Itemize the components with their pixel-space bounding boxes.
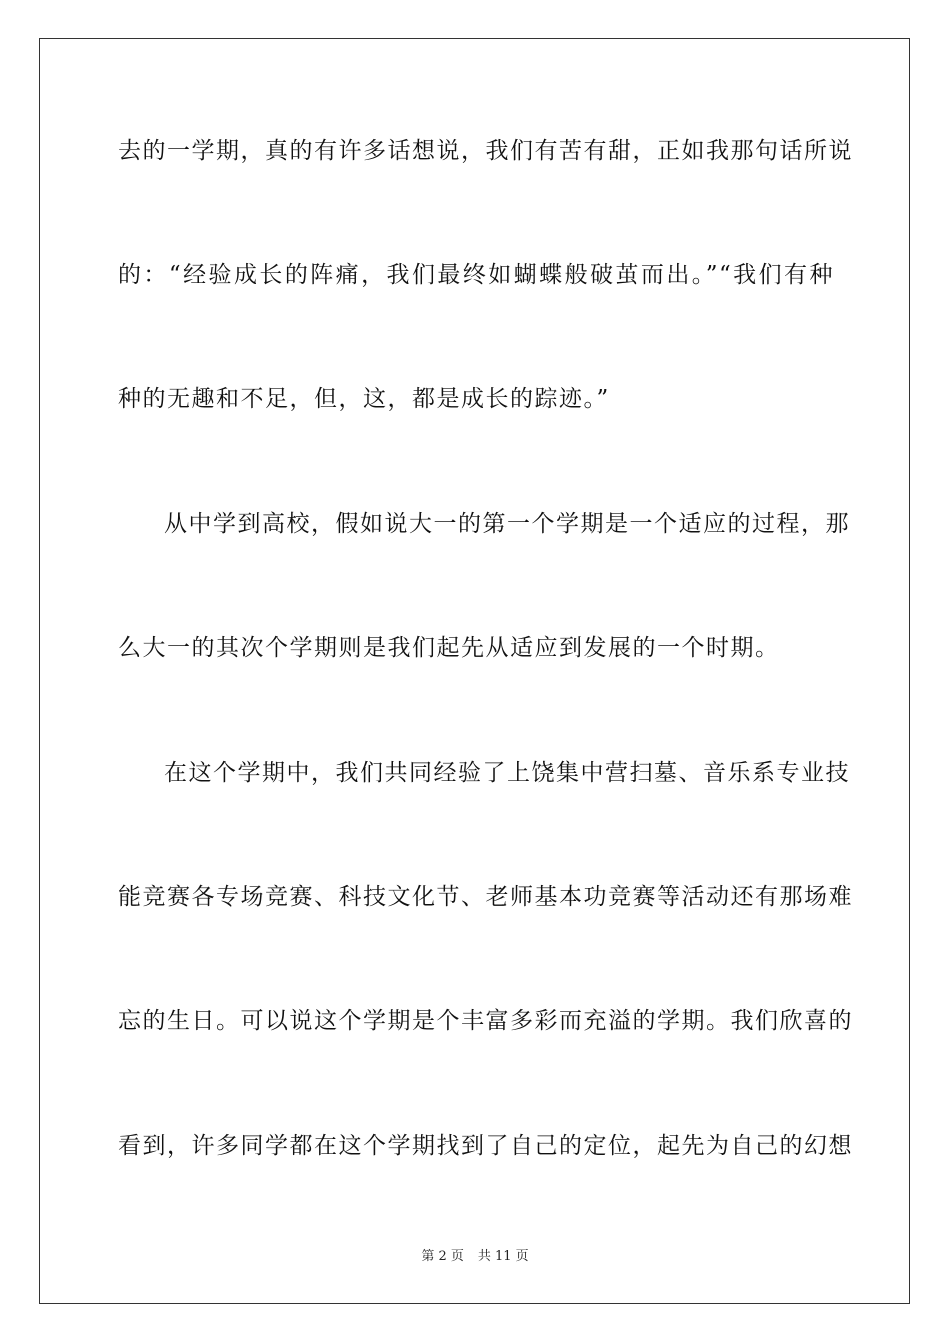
body-line-7: 能竞赛各专场竞赛、科技文化节、老师基本功竞赛等活动还有那场难 [118, 884, 853, 910]
body-line-3: 种的无趣和不足，但，这，都是成长的踪迹。” [118, 386, 610, 412]
body-line-2: 的：“经验成长的阵痛，我们最终如蝴蝶般破茧而出。”“我们有种 [118, 262, 834, 288]
total-pages: 共 11 页 [477, 1249, 529, 1264]
body-line-9: 看到，许多同学都在这个学期找到了自己的定位，起先为自己的幻想 [118, 1133, 853, 1159]
page-footer [0, 1249, 950, 1265]
body-line-6: 在这个学期中，我们共同经验了上饶集中营扫墓、音乐系专业技 [164, 760, 850, 786]
body-line-8: 忘的生日。可以说这个学期是个丰富多彩而充溢的学期。我们欣喜的 [118, 1008, 853, 1034]
body-line-4: 从中学到高校，假如说大一的第一个学期是一个适应的过程，那 [164, 511, 850, 537]
body-line-1: 去的一学期，真的有许多话想说，我们有苦有甜，正如我那句话所说 [118, 138, 853, 164]
page-border [39, 38, 910, 1304]
page-number: 第 2 页 [421, 1249, 464, 1264]
body-line-5: 么大一的其次个学期则是我们起先从适应到发展的一个时期。 [118, 635, 780, 661]
